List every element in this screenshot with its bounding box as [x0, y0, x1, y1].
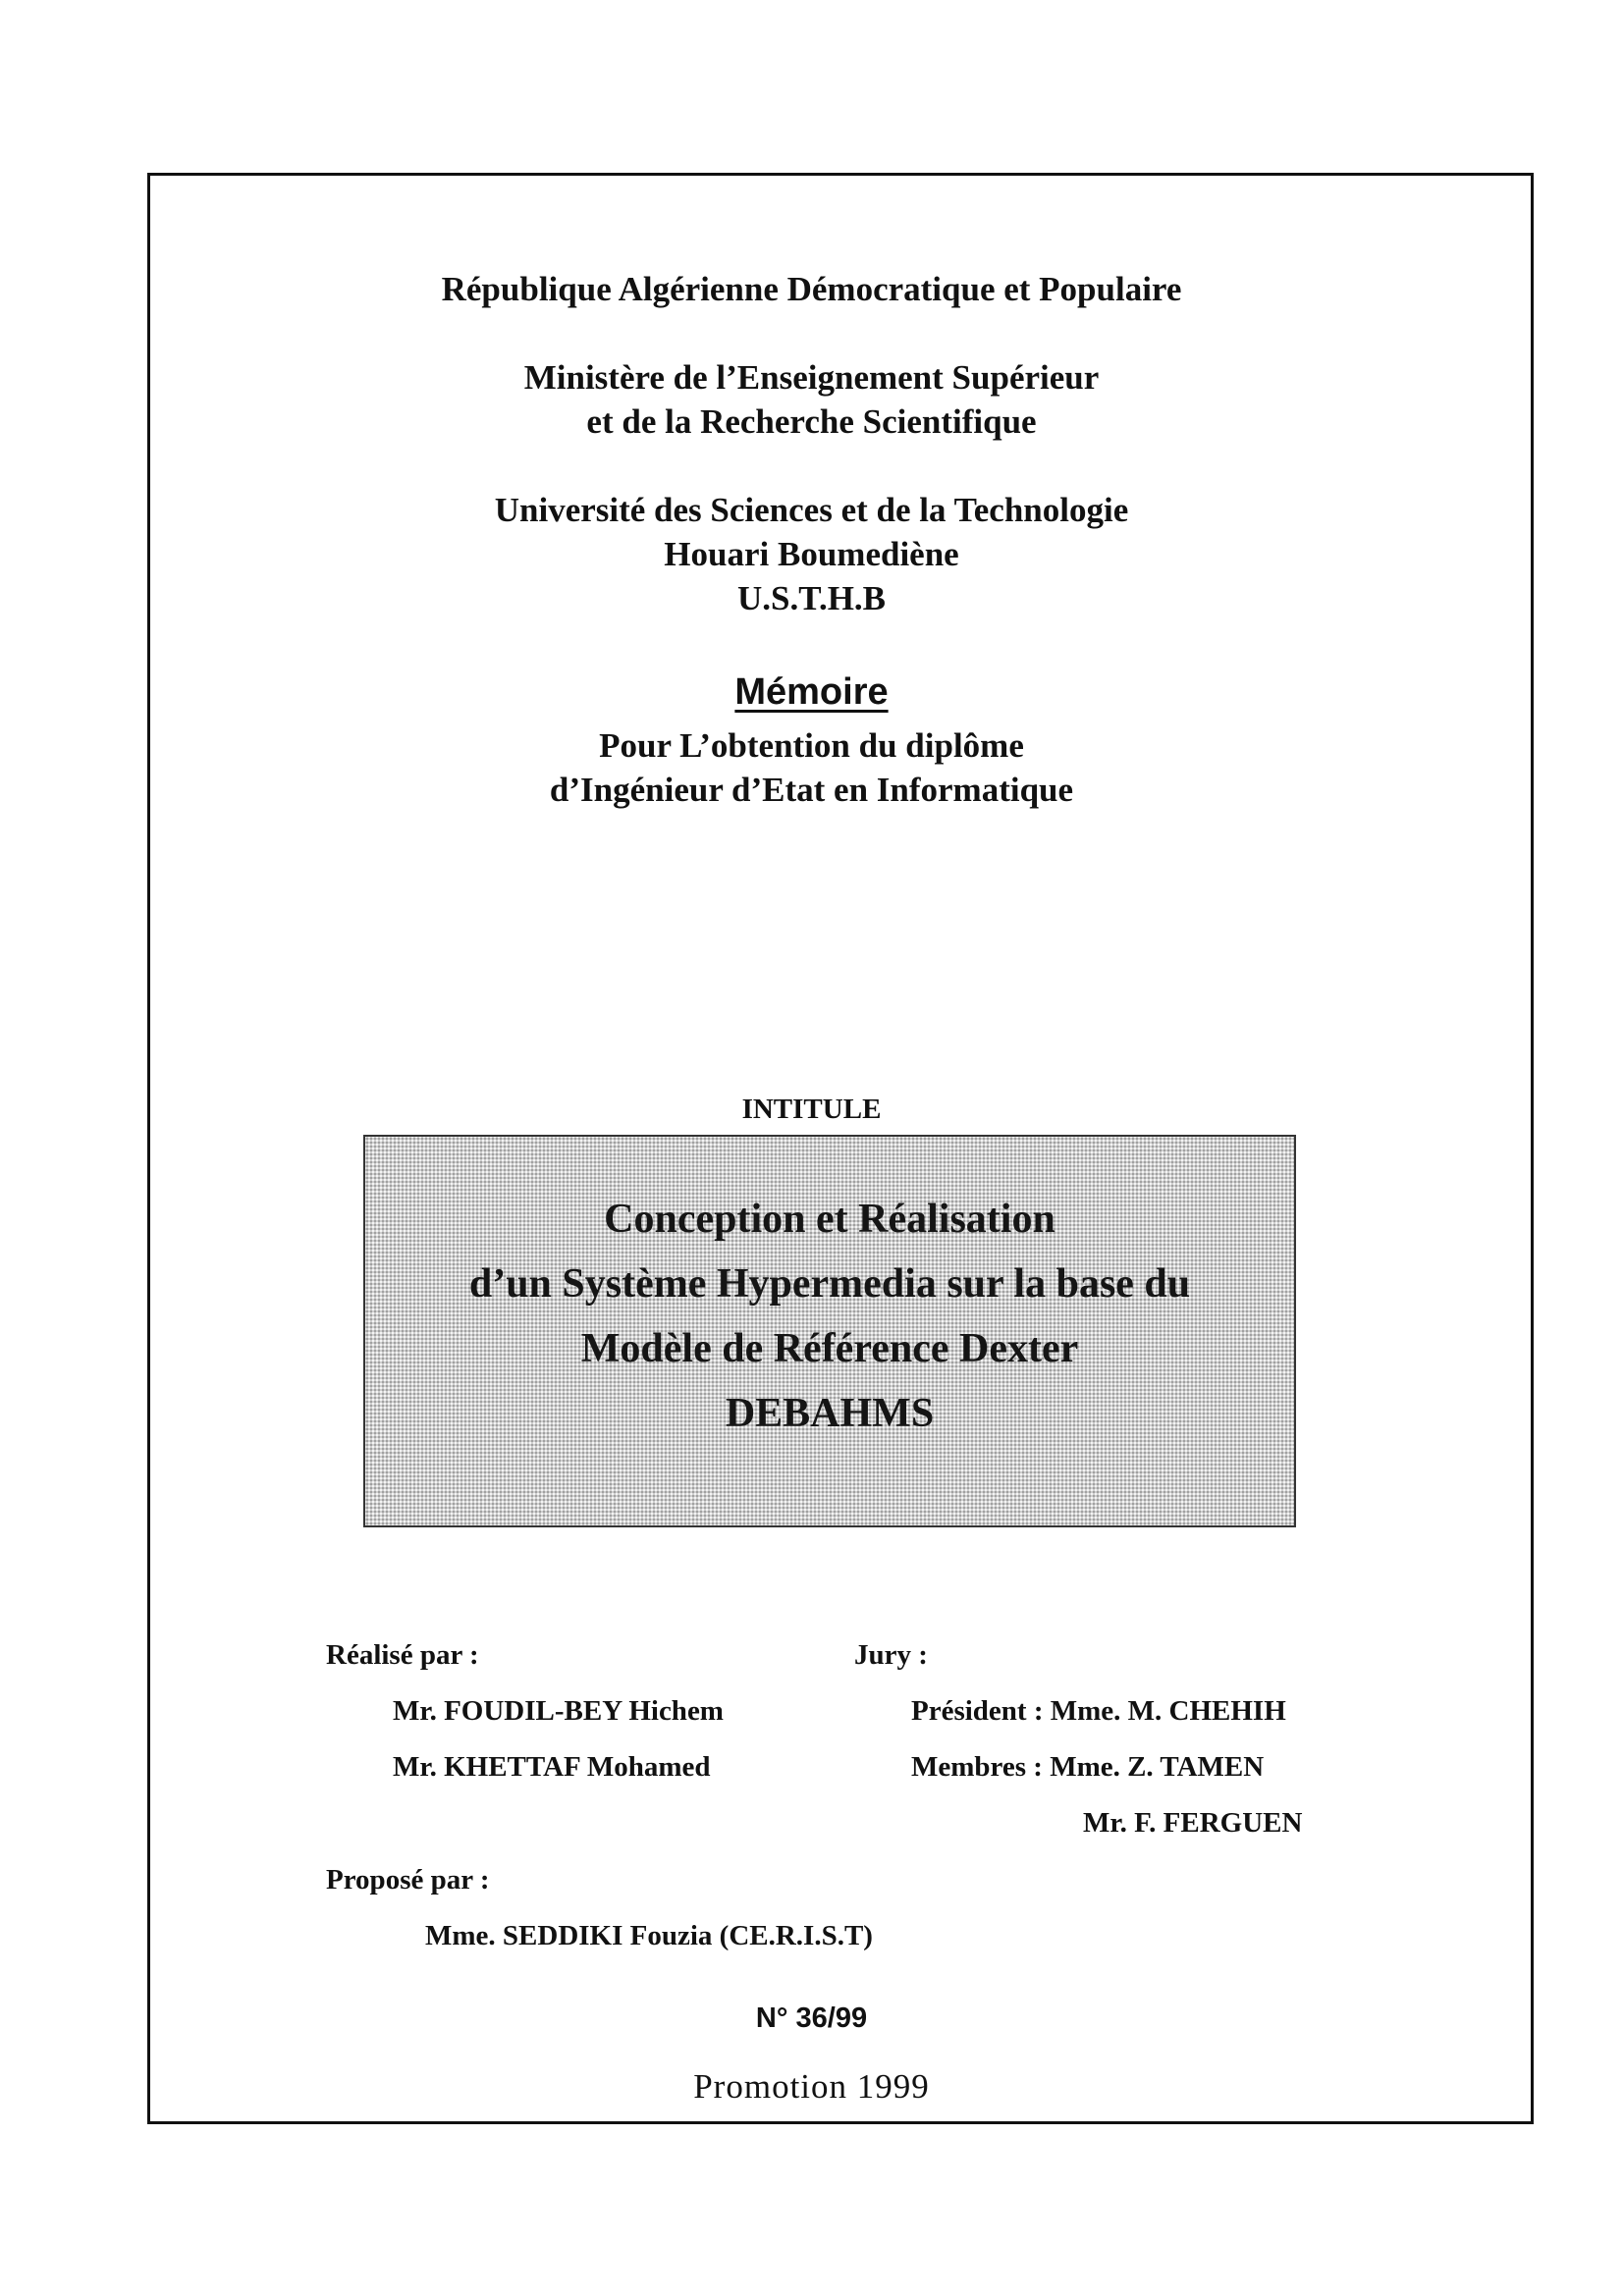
document-number: N° 36/99 — [755, 2002, 868, 2034]
author-name-2: Mr. KHETTAF Mohamed — [393, 1751, 711, 1783]
memoire-heading: Mémoire — [734, 671, 889, 713]
ministry-line-2: et de la Recherche Scientifique — [586, 402, 1037, 441]
title-box — [363, 1135, 1296, 1527]
university-line-1: Université des Sciences et de la Technologie — [494, 491, 1129, 529]
diploma-line-1: Pour L’obtention du diplôme — [599, 726, 1024, 765]
ministry-line-1: Ministère de l’Enseignement Supérieur — [523, 358, 1100, 397]
title-line-4: DEBAHMS — [725, 1391, 935, 1436]
university-line-2: Houari Boumediène — [664, 535, 959, 573]
republic-line: République Algérienne Démocratique et Populaire — [441, 270, 1182, 308]
diploma-line-2: d’Ingénieur d’Etat en Informatique — [549, 771, 1074, 809]
proposer-label: Proposé par : — [326, 1864, 490, 1896]
promotion-year: Promotion 1999 — [693, 2067, 930, 2106]
title-line-1: Conception et Réalisation — [604, 1197, 1055, 1242]
authors-label: Réalisé par : — [326, 1639, 479, 1671]
title-line-2: d’un Système Hypermedia sur la base du — [468, 1261, 1191, 1307]
author-name-1: Mr. FOUDIL-BEY Hichem — [393, 1695, 724, 1727]
jury-members-1: Membres : Mme. Z. TAMEN — [911, 1751, 1265, 1783]
university-acronym: U.S.T.H.B — [736, 579, 887, 617]
proposer-name: Mme. SEDDIKI Fouzia (CE.R.I.S.T) — [425, 1920, 873, 1951]
intitule-heading: INTITULE — [741, 1094, 882, 1125]
jury-members-2: Mr. F. FERGUEN — [1083, 1807, 1303, 1839]
jury-label: Jury : — [854, 1639, 928, 1671]
jury-president: Président : Mme. M. CHEHIH — [911, 1695, 1286, 1727]
title-line-3: Modèle de Référence Dexter — [580, 1326, 1079, 1371]
